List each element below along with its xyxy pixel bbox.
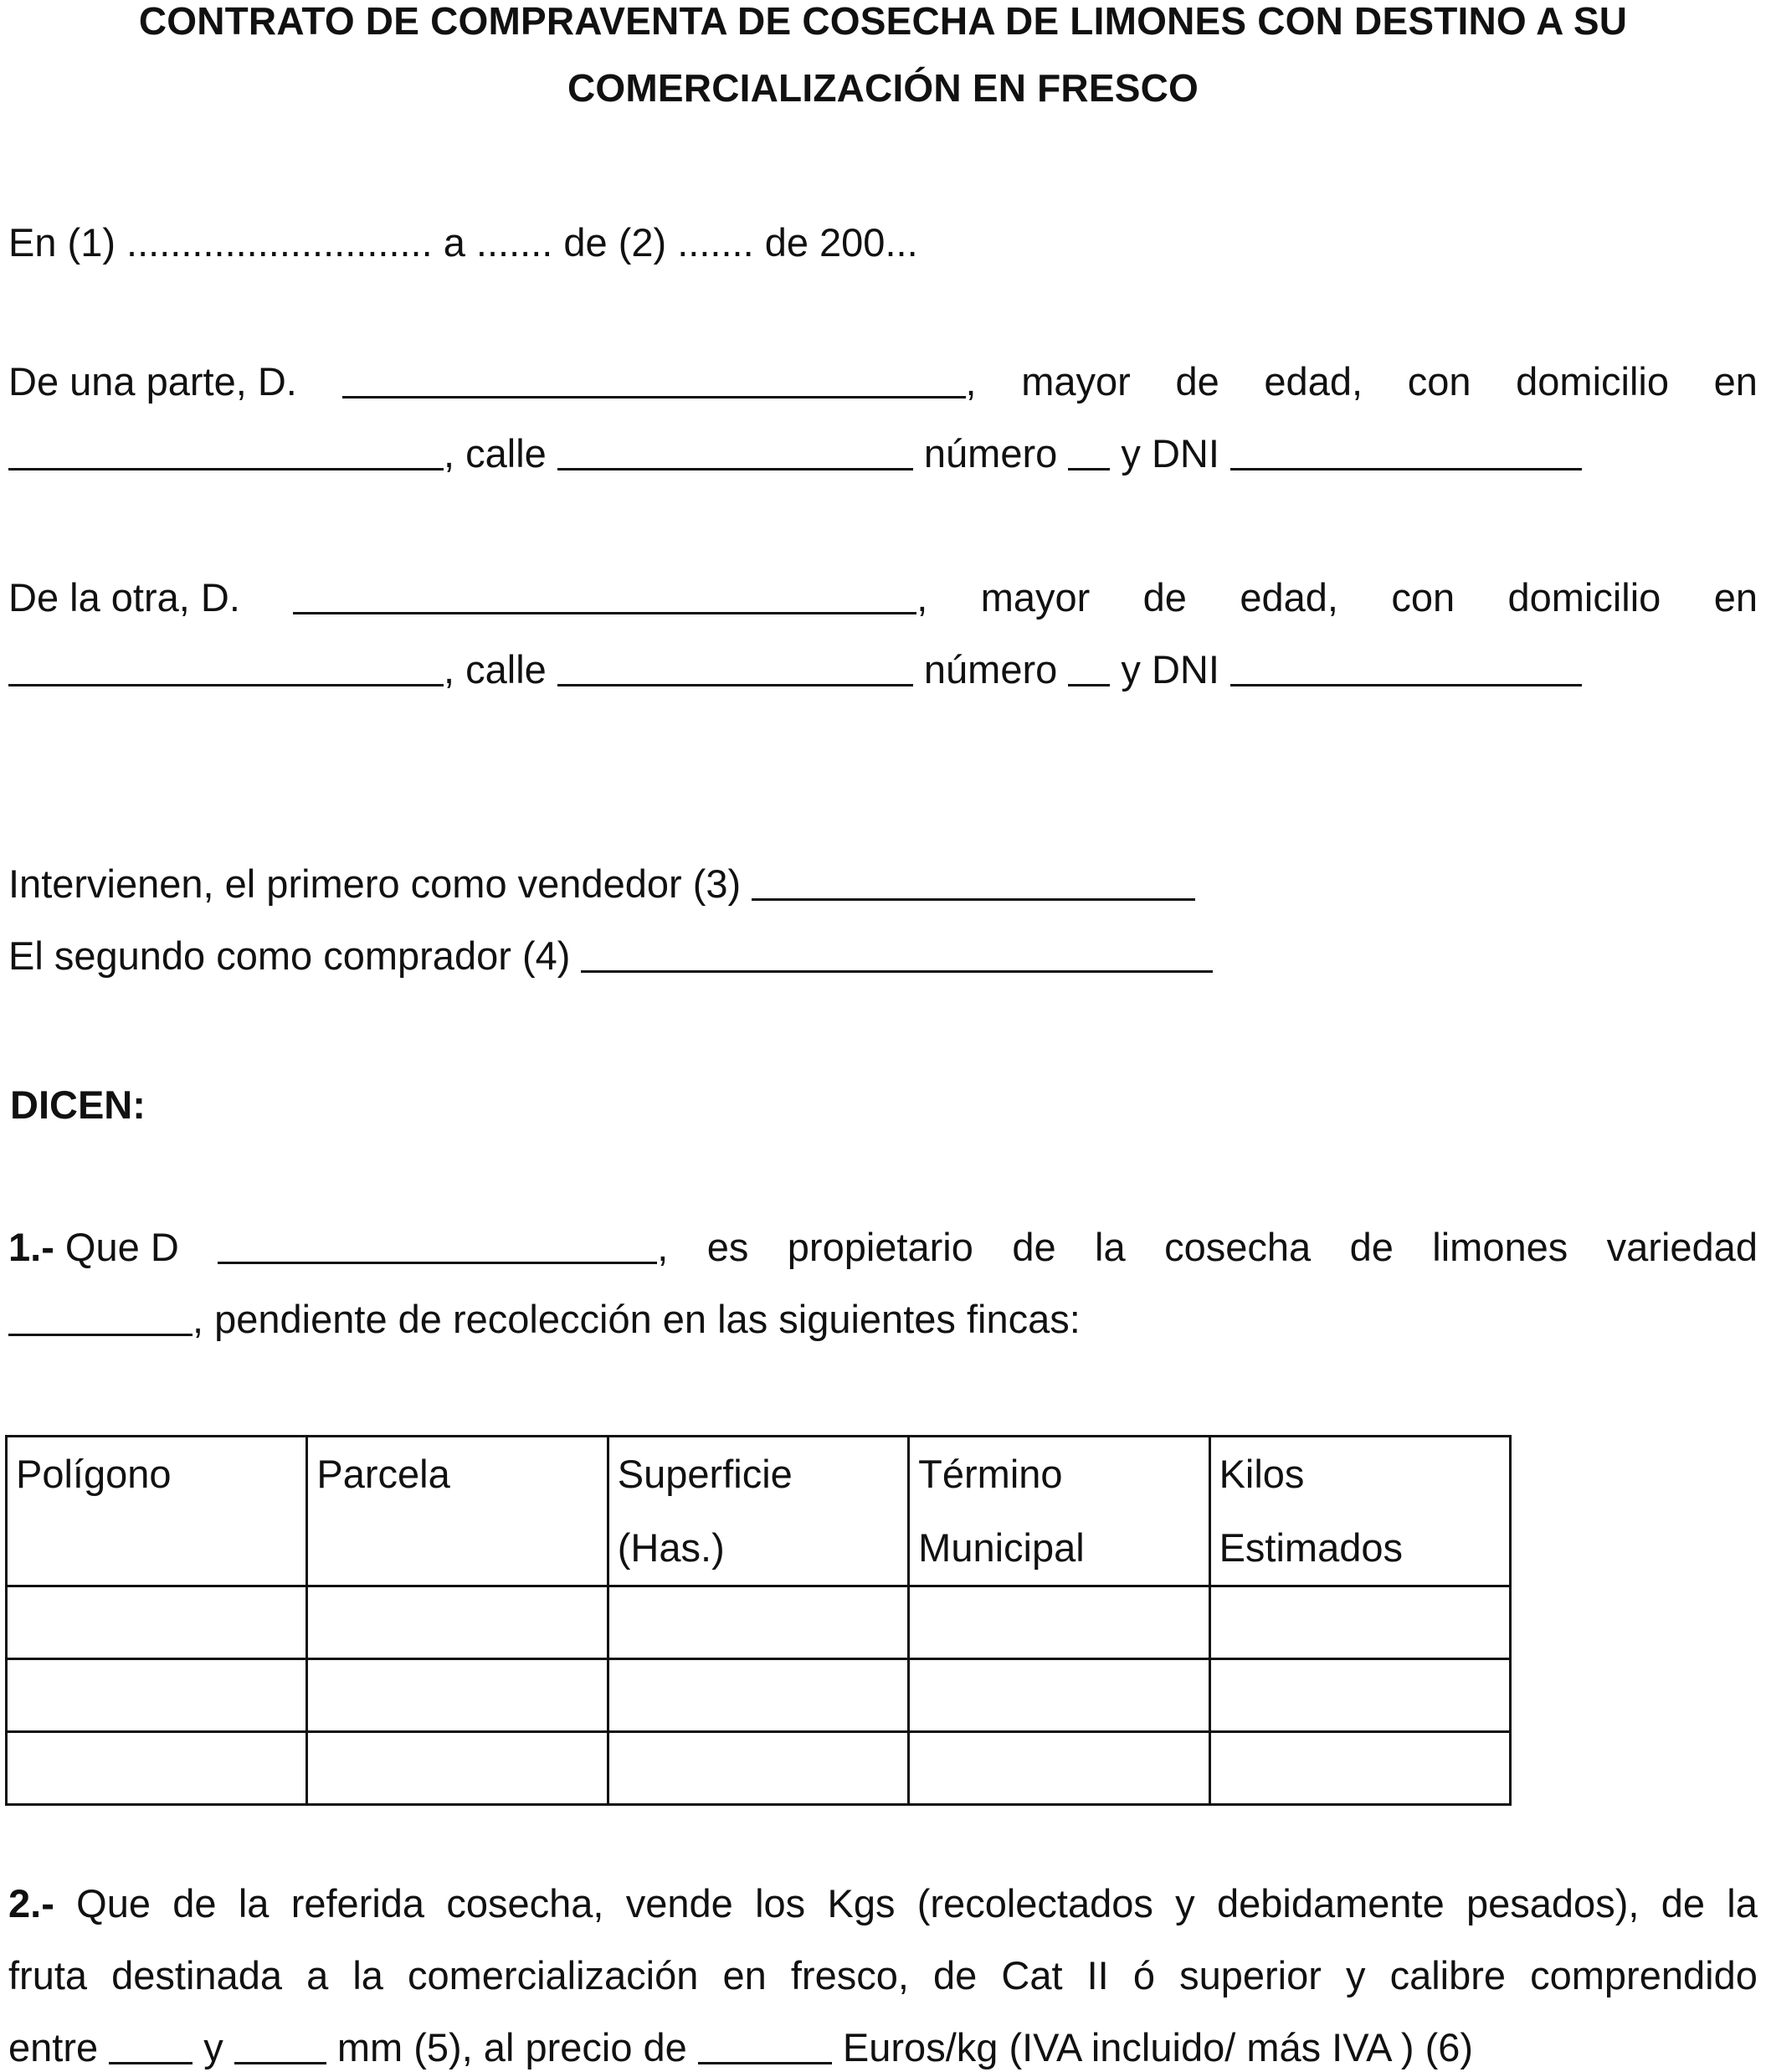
party1-word: de — [1175, 359, 1219, 404]
table-cell[interactable] — [307, 1586, 608, 1659]
party1-word: edad, — [1264, 359, 1363, 404]
clause2-word: fresco, — [790, 1953, 909, 1997]
table-cell[interactable] — [608, 1659, 908, 1732]
party2-word: en — [1713, 575, 1758, 620]
party1-name-group — [342, 359, 977, 404]
document-title-line1: CONTRATO DE COMPRAVENTA DE COSECHA DE LIMONES CON DESTINO A SU — [138, 0, 1628, 43]
party2-prefix: De la otra, D. — [8, 575, 240, 620]
clause1-word: variedad — [1606, 1225, 1758, 1269]
clause2-word: Kgs — [827, 1881, 896, 1925]
table-row — [7, 1659, 1511, 1732]
party2-calle-label: , calle — [444, 647, 547, 692]
clause2-word: vende — [625, 1881, 733, 1925]
clause2-line3 — [8, 2025, 1474, 2069]
table-header-row — [7, 1437, 1511, 1586]
clause1-variedad-blank[interactable] — [8, 1334, 193, 1336]
header-superficie: Superficie (Has.) — [608, 1437, 908, 1586]
clause2-word: debidamente — [1216, 1881, 1445, 1925]
clause2-line1 — [8, 1881, 1758, 1925]
clause2-word: cosecha, — [446, 1881, 604, 1925]
clause1-word: cosecha — [1164, 1225, 1312, 1269]
table-cell[interactable] — [608, 1732, 908, 1805]
clause2-word: Que — [76, 1881, 151, 1925]
party1-numero-label: número — [923, 431, 1058, 476]
clause2-word: Cat — [1001, 1953, 1063, 1997]
party1-line1 — [8, 359, 1758, 404]
party2-word: edad, — [1240, 575, 1338, 620]
vendedor-blank[interactable] — [752, 898, 1195, 901]
table-row — [7, 1586, 1511, 1659]
party1-calle-label: , calle — [444, 431, 547, 476]
party2-calle-blank[interactable] — [557, 684, 913, 686]
clause2-word: y — [1175, 1881, 1195, 1925]
intervienen-line — [8, 861, 1195, 906]
party2-dni-blank[interactable] — [1230, 684, 1582, 686]
clause1-line2-text: , pendiente de recolección en las siguientes fincas: — [193, 1297, 1081, 1341]
party1-word: mayor — [1021, 359, 1131, 404]
clause2-word: calibre — [1389, 1953, 1507, 1997]
party2-numero-label: número — [923, 647, 1058, 692]
clause2-word: la — [238, 1881, 270, 1925]
clause2-word: superior — [1179, 1953, 1322, 1997]
header-kilos-estimados: Kilos Estimados — [1209, 1437, 1510, 1586]
table-cell[interactable] — [608, 1586, 908, 1659]
document-title-line2: COMERCIALIZACIÓN EN FRESCO — [567, 66, 1199, 110]
clause1-word: es — [706, 1225, 749, 1269]
fincas-table — [5, 1435, 1512, 1806]
precio-blank[interactable] — [698, 2062, 832, 2064]
table-cell[interactable] — [7, 1659, 307, 1732]
clause1-word: la — [1095, 1225, 1126, 1269]
clause1-word: de — [1349, 1225, 1394, 1269]
clause2-line2 — [8, 1953, 1758, 1997]
clause2-word: ó — [1132, 1953, 1155, 1997]
table-cell[interactable] — [909, 1659, 1209, 1732]
table-cell[interactable] — [1209, 1586, 1510, 1659]
clause2-word: comprendido — [1530, 1953, 1758, 1997]
calibre-min-blank[interactable] — [109, 2062, 193, 2064]
clause2-word: referida — [290, 1881, 425, 1925]
intervienen-label: Intervienen, el primero como vendedor (3) — [8, 861, 742, 906]
party2-word: domicilio — [1507, 575, 1661, 620]
clause2-y: y — [203, 2025, 223, 2069]
header-termino-municipal: Término Municipal — [909, 1437, 1209, 1586]
party2-domicilio-blank[interactable] — [8, 684, 444, 686]
segundo-label: El segundo como comprador (4) — [8, 933, 571, 978]
clause2-word: (recolectados — [916, 1881, 1153, 1925]
clause1-line2 — [8, 1299, 1081, 1339]
clause1-number: 1.- — [8, 1225, 54, 1269]
clause1-line1 — [8, 1227, 1758, 1267]
party2-numero-blank[interactable] — [1068, 684, 1110, 686]
party1-dni-label: y DNI — [1121, 431, 1219, 476]
table-cell[interactable] — [909, 1732, 1209, 1805]
clause2-word: destinada — [111, 1953, 282, 1997]
clause1-intro — [8, 1227, 179, 1267]
table-cell[interactable] — [7, 1732, 307, 1805]
clause2-word: II — [1086, 1953, 1109, 1997]
party1-calle-blank[interactable] — [557, 468, 913, 470]
clause1-word: propietario — [787, 1225, 973, 1269]
calibre-max-blank[interactable] — [234, 2062, 326, 2064]
dicen-heading: DICEN: — [10, 1082, 146, 1127]
party2-name-group — [293, 575, 928, 620]
header-poligono: Polígono — [7, 1437, 307, 1586]
clause2-word: la — [1727, 1881, 1758, 1925]
party1-numero-blank[interactable] — [1068, 468, 1110, 470]
comprador-blank[interactable] — [581, 970, 1213, 973]
party1-name-blank[interactable] — [342, 396, 966, 398]
clause2-mm: mm (5), al precio de — [336, 2025, 687, 2069]
party2-word: de — [1142, 575, 1187, 620]
party2-word: con — [1391, 575, 1455, 620]
clause2-word: la — [352, 1953, 383, 1997]
table-cell[interactable] — [1209, 1659, 1510, 1732]
clause2-word: de — [1661, 1881, 1705, 1925]
party2-word: mayor — [980, 575, 1091, 620]
clause2-word: fruta — [8, 1953, 88, 1997]
party2-dni-label: y DNI — [1121, 647, 1219, 692]
clause1-que-d: Que D — [64, 1225, 179, 1269]
clause1-owner-blank[interactable] — [218, 1262, 657, 1264]
table-cell[interactable] — [909, 1586, 1209, 1659]
party1-word: domicilio — [1516, 359, 1669, 404]
date-line: En (1) ............................ a ....... de (2) ....... de 200... — [8, 220, 918, 265]
clause2-word: de — [933, 1953, 978, 1997]
party1-dni-blank[interactable] — [1230, 468, 1582, 470]
party1-domicilio-blank[interactable] — [8, 468, 444, 470]
clause2-euros: Euros/kg (IVA incluido/ más IVA ) (6) — [842, 2025, 1474, 2069]
segundo-line — [8, 933, 1213, 978]
party1-prefix: De una parte, D. — [8, 359, 297, 404]
table-cell[interactable] — [1209, 1732, 1510, 1805]
clause1-comma: , — [657, 1225, 669, 1269]
header-parcela: Parcela — [307, 1437, 608, 1586]
clause2-entre: entre — [8, 2025, 99, 2069]
clause1-word: limones — [1432, 1225, 1568, 1269]
table-cell[interactable] — [7, 1586, 307, 1659]
party1-word: en — [1713, 359, 1758, 404]
party2-comma: , — [916, 575, 928, 620]
clause2-word: pesados), — [1466, 1881, 1640, 1925]
party1-word: con — [1407, 359, 1471, 404]
clause2-number: 2.- — [8, 1881, 54, 1925]
clause1-word: de — [1012, 1225, 1056, 1269]
clause2-word: los — [755, 1881, 806, 1925]
clause2-word: comercialización — [408, 1953, 699, 1997]
table-cell[interactable] — [307, 1732, 608, 1805]
clause2-word: en — [722, 1953, 767, 1997]
party1-comma: , — [965, 359, 977, 404]
party2-line2 — [8, 647, 1582, 692]
party1-line2 — [8, 431, 1582, 476]
clause2-word: y — [1345, 1953, 1366, 1997]
table-cell[interactable] — [307, 1659, 608, 1732]
table-row — [7, 1732, 1511, 1805]
party2-name-blank[interactable] — [293, 612, 916, 614]
clause1-owner-group — [218, 1227, 668, 1267]
clause2-word: de — [172, 1881, 217, 1925]
clause2-word: a — [306, 1953, 329, 1997]
party2-line1 — [8, 575, 1758, 620]
